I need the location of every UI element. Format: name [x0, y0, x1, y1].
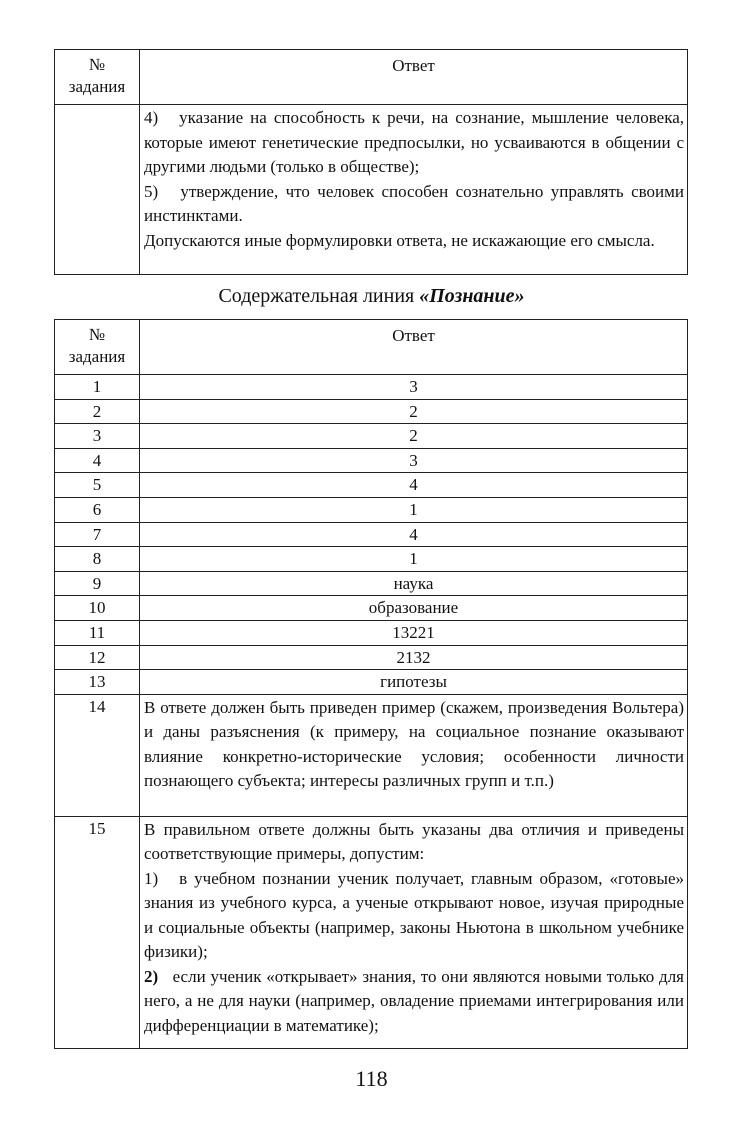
- task-number: 12: [55, 645, 140, 670]
- task-number: 9: [55, 571, 140, 596]
- task-number: 15: [55, 816, 140, 1048]
- table-row: [55, 399, 688, 424]
- answer-cell: [140, 694, 688, 816]
- table-row-14: [55, 694, 688, 816]
- answer-value: 4: [140, 473, 688, 498]
- task-number: 5: [55, 473, 140, 498]
- answer-value: 3: [140, 375, 688, 400]
- header-task-number: № задания: [55, 50, 140, 105]
- task-number: 11: [55, 620, 140, 645]
- table-row: [55, 375, 688, 400]
- header-answer: Ответ: [140, 50, 688, 105]
- answer-item-4: 4) указание на способность к речи, на сознание, мышление человека, которые имеют генетические предпосылки, но усваиваются в общении с другими людьми (только в обществе);: [144, 108, 684, 176]
- task-number: 3: [55, 424, 140, 449]
- answer-cell: [140, 816, 688, 1048]
- page-number: 118: [355, 1066, 388, 1091]
- table-continued: [54, 49, 688, 275]
- item-text: если ученик «открывает» знания, то они являются новыми только для него, а не для науки (например, овладение приемами интегрирования или дифференциации в математике);: [144, 966, 684, 1035]
- table-row-15: [55, 816, 688, 1048]
- task-number: 2: [55, 399, 140, 424]
- table-row: [55, 670, 688, 695]
- answers-table: [54, 319, 688, 1049]
- table-row: [55, 424, 688, 449]
- header-answer: Ответ: [140, 320, 688, 375]
- table-row: [55, 571, 688, 596]
- task-number: 4: [55, 448, 140, 473]
- task-number: 7: [55, 522, 140, 547]
- answer-note: Допускаются иные формулировки ответа, не искажающие его смысла.: [144, 230, 655, 250]
- task-number: 6: [55, 497, 140, 522]
- task-number: 1: [55, 375, 140, 400]
- table-row: [55, 497, 688, 522]
- task-number: 14: [55, 694, 140, 816]
- task-number-cell-empty: [55, 105, 140, 275]
- table-row: [55, 522, 688, 547]
- answer-item-5: 5) утверждение, что человек способен сознательно управлять своими инстинктами.: [144, 181, 684, 225]
- answer-value: гипотезы: [140, 670, 688, 695]
- table-header-row: [55, 50, 688, 105]
- table-row: [55, 645, 688, 670]
- answer-value: 4: [140, 522, 688, 547]
- table-row: [55, 547, 688, 572]
- task-number: 13: [55, 670, 140, 695]
- answer-item-2: [144, 965, 684, 1039]
- short-answer-rows: [55, 375, 688, 695]
- answer-value: образование: [140, 596, 688, 621]
- answer-item-1: 1) в учебном познании ученик получает, главным образом, «готовые» знания из учебного курса, а ученые открывают новое, изучая природные и социальные объекты (например, законы Ньютона в школьном учебнике физики);: [144, 868, 684, 962]
- table-row: [55, 620, 688, 645]
- section-title: Содержательная линия «Познание»: [218, 285, 525, 307]
- header-task-number: № задания: [55, 320, 140, 375]
- answer-value: 1: [140, 497, 688, 522]
- answer-value: 2: [140, 424, 688, 449]
- task-number: 8: [55, 547, 140, 572]
- answer-value: 13221: [140, 620, 688, 645]
- answer-value: 2132: [140, 645, 688, 670]
- table-row: [55, 105, 688, 275]
- answer-value: 2: [140, 399, 688, 424]
- table-row: [55, 473, 688, 498]
- table-header-row: [55, 320, 688, 375]
- answer-value: 1: [140, 547, 688, 572]
- answer-value: 3: [140, 448, 688, 473]
- table-row: [55, 596, 688, 621]
- item-label: 2): [144, 966, 159, 986]
- answer-value: наука: [140, 571, 688, 596]
- answer-cell: [140, 105, 688, 275]
- answer-text: В ответе должен быть приведен пример (скажем, произведения Вольтера) и даны разъяснения (к примеру, на социальное познание оказывают влияние конкретно-исторические условия; особенности личности познающего субъекта; интересы различных групп и т.п.): [144, 697, 684, 791]
- task-number: 10: [55, 596, 140, 621]
- answer-intro: В правильном ответе должны быть указаны два отличия и приведены соответствующие примеры, допустим:: [144, 819, 684, 864]
- table-row: [55, 448, 688, 473]
